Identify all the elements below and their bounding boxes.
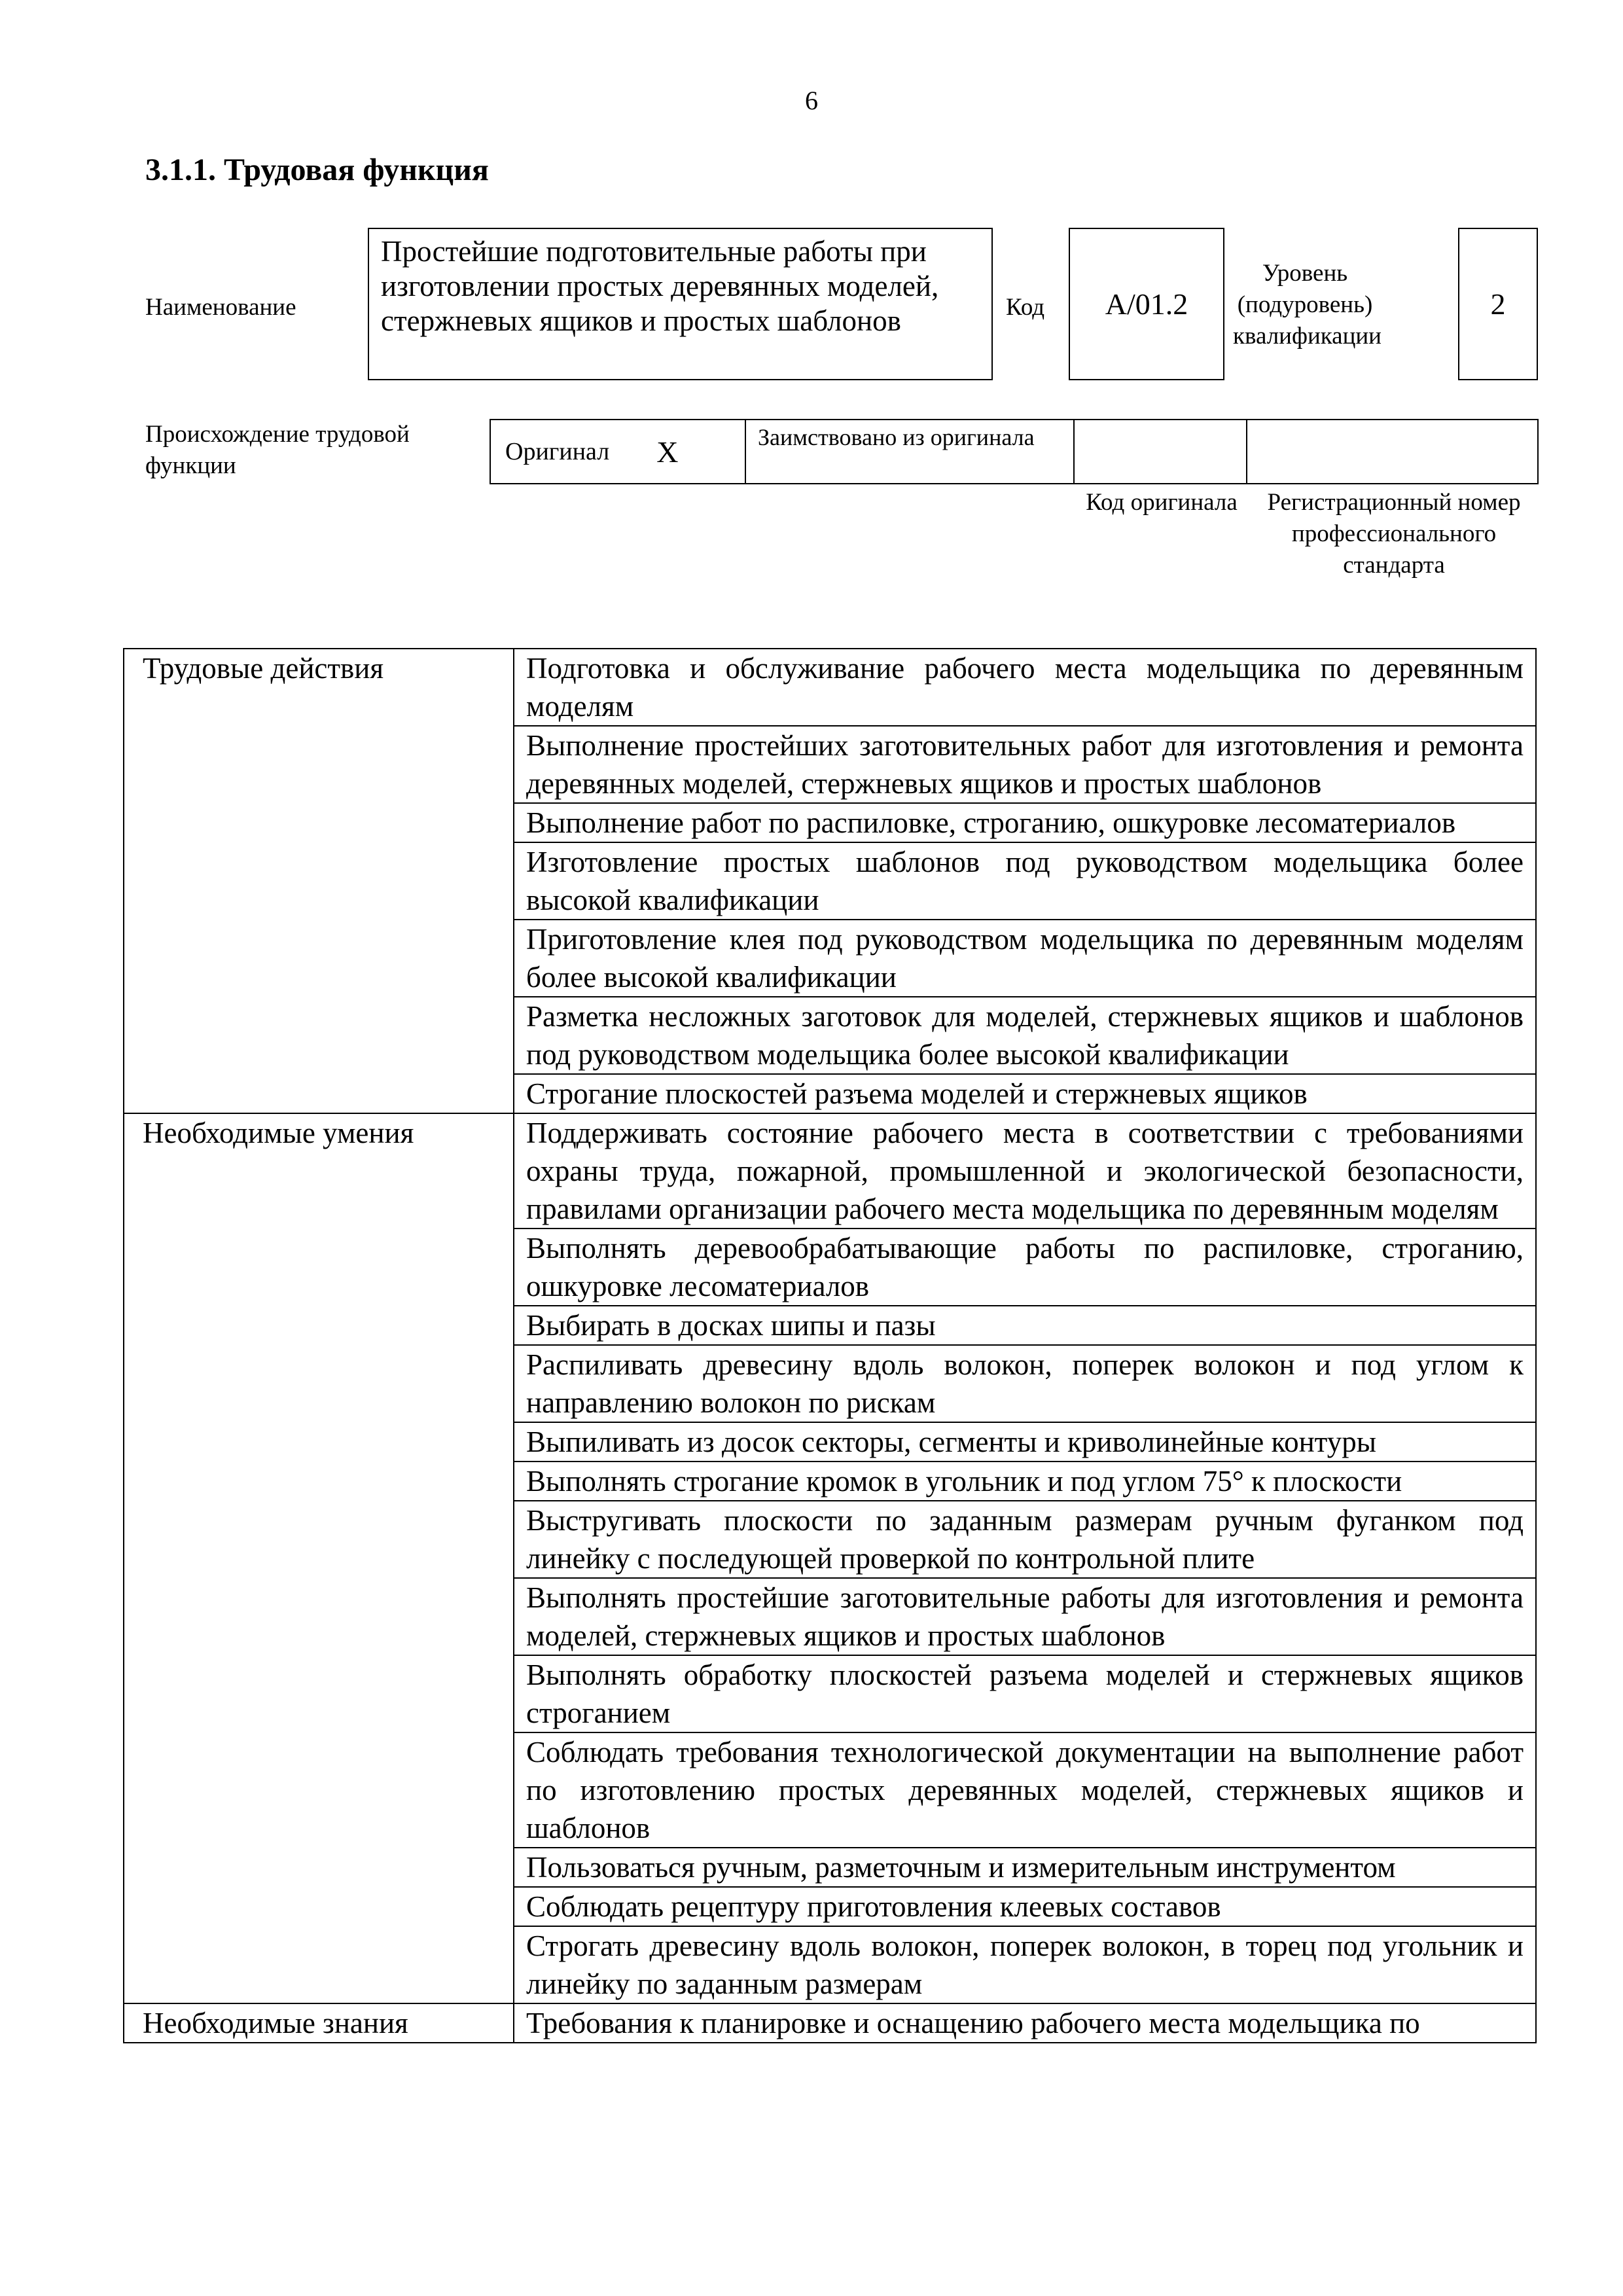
item-cell: Выполнять деревообрабатывающие работы по распиловке, строганию, ошкуровке лесоматериалов	[514, 1229, 1536, 1306]
qualification-level-box: 2	[1458, 228, 1538, 380]
origin-original-mark: X	[656, 435, 679, 469]
table-row	[124, 1113, 1536, 1229]
item-cell: Выполнение работ по распиловке, строганию, ошкуровке лесоматериалов	[514, 803, 1536, 842]
item-cell: Подготовка и обслуживание рабочего места модельщика по деревянным моделям	[514, 649, 1536, 726]
section-title: 3.1.1. Трудовая функция	[145, 152, 489, 187]
qualification-level-label: Уровень (подуровень) квалификации	[1233, 260, 1382, 350]
item-cell: Пользоваться ручным, разметочным и измерительным инструментом	[514, 1848, 1536, 1887]
item-cell: Выполнять обработку плоскостей разъема моделей и стержневых ящиков строганием	[514, 1655, 1536, 1732]
category-cell: Необходимые знания	[124, 2003, 514, 2043]
item-cell: Выполнять строгание кромок в угольник и под углом 75° к плоскости	[514, 1462, 1536, 1501]
code-label: Код	[1006, 294, 1045, 321]
item-cell: Выполнение простейших заготовительных работ для изготовления и ремонта деревянных моделей, стержневых ящиков и простых шаблонов	[514, 726, 1536, 803]
table-row	[124, 2003, 1536, 2043]
origin-original-cell	[491, 420, 746, 483]
item-cell: Соблюдать требования технологической документации на выполнение работ по изготовлению простых деревянных моделей, стержневых ящиков и шаблонов	[514, 1732, 1536, 1848]
name-label: Наименование	[145, 294, 296, 321]
item-cell: Распиливать древесину вдоль волокон, поперек волокон и под углом к направлению волокон по рискам	[514, 1345, 1536, 1422]
origin-code-cell	[1075, 420, 1247, 483]
item-cell: Приготовление клея под руководством модельщика по деревянным моделям более высокой квалификации	[514, 920, 1536, 997]
item-cell: Выбирать в досках шипы и пазы	[514, 1306, 1536, 1345]
origin-label: Происхождение трудовой функции	[145, 421, 410, 479]
caption-reg-number: Регистрационный номер профессионального стандарта	[1267, 489, 1521, 579]
item-cell: Изготовление простых шаблонов под руководством модельщика более высокой квалификации	[514, 842, 1536, 920]
category-cell: Трудовые действия	[124, 649, 514, 1113]
item-cell: Строгать древесину вдоль волокон, поперек волокон, в торец под угольник и линейку по заданным размерам	[514, 1926, 1536, 2003]
item-cell: Разметка несложных заготовок для моделей, стержневых ящиков и шаблонов под руководством модельщика более высокой квалификации	[514, 997, 1536, 1074]
caption-original-code: Код оригинала	[1086, 489, 1238, 516]
function-name-box: Простейшие подготовительные работы при изготовлении простых деревянных моделей, стержневых ящиков и простых шаблонов	[368, 228, 993, 380]
item-cell: Поддерживать состояние рабочего места в соответствии с требованиями охраны труда, пожарной, промышленной и экологической безопасности, правилами организации рабочего места модельщика по деревянным моделям	[514, 1113, 1536, 1229]
item-cell: Соблюдать рецептуру приготовления клеевых составов	[514, 1887, 1536, 1926]
code-box: А/01.2	[1069, 228, 1224, 380]
table-row	[124, 649, 1536, 726]
item-cell: Выполнять простейшие заготовительные работы для изготовления и ремонта моделей, стержневых ящиков и простых шаблонов	[514, 1578, 1536, 1655]
origin-borrowed-cell: Заимствовано из оригинала	[746, 420, 1075, 483]
origin-row	[490, 419, 1539, 484]
page-number: 6	[805, 86, 818, 115]
item-cell: Строгание плоскостей разъема моделей и стержневых ящиков	[514, 1074, 1536, 1113]
labor-function-table	[123, 648, 1537, 2043]
origin-reg-number-cell	[1247, 420, 1537, 483]
item-cell: Требования к планировке и оснащению рабочего места модельщика по	[514, 2003, 1536, 2043]
item-cell: Выстругивать плоскости по заданным размерам ручным фуганком под линейку с последующей проверкой по контрольной плите	[514, 1501, 1536, 1578]
item-cell: Выпиливать из досок секторы, сегменты и криволинейные контуры	[514, 1422, 1536, 1462]
category-cell: Необходимые умения	[124, 1113, 514, 2003]
origin-original-label: Оригинал	[505, 438, 610, 465]
